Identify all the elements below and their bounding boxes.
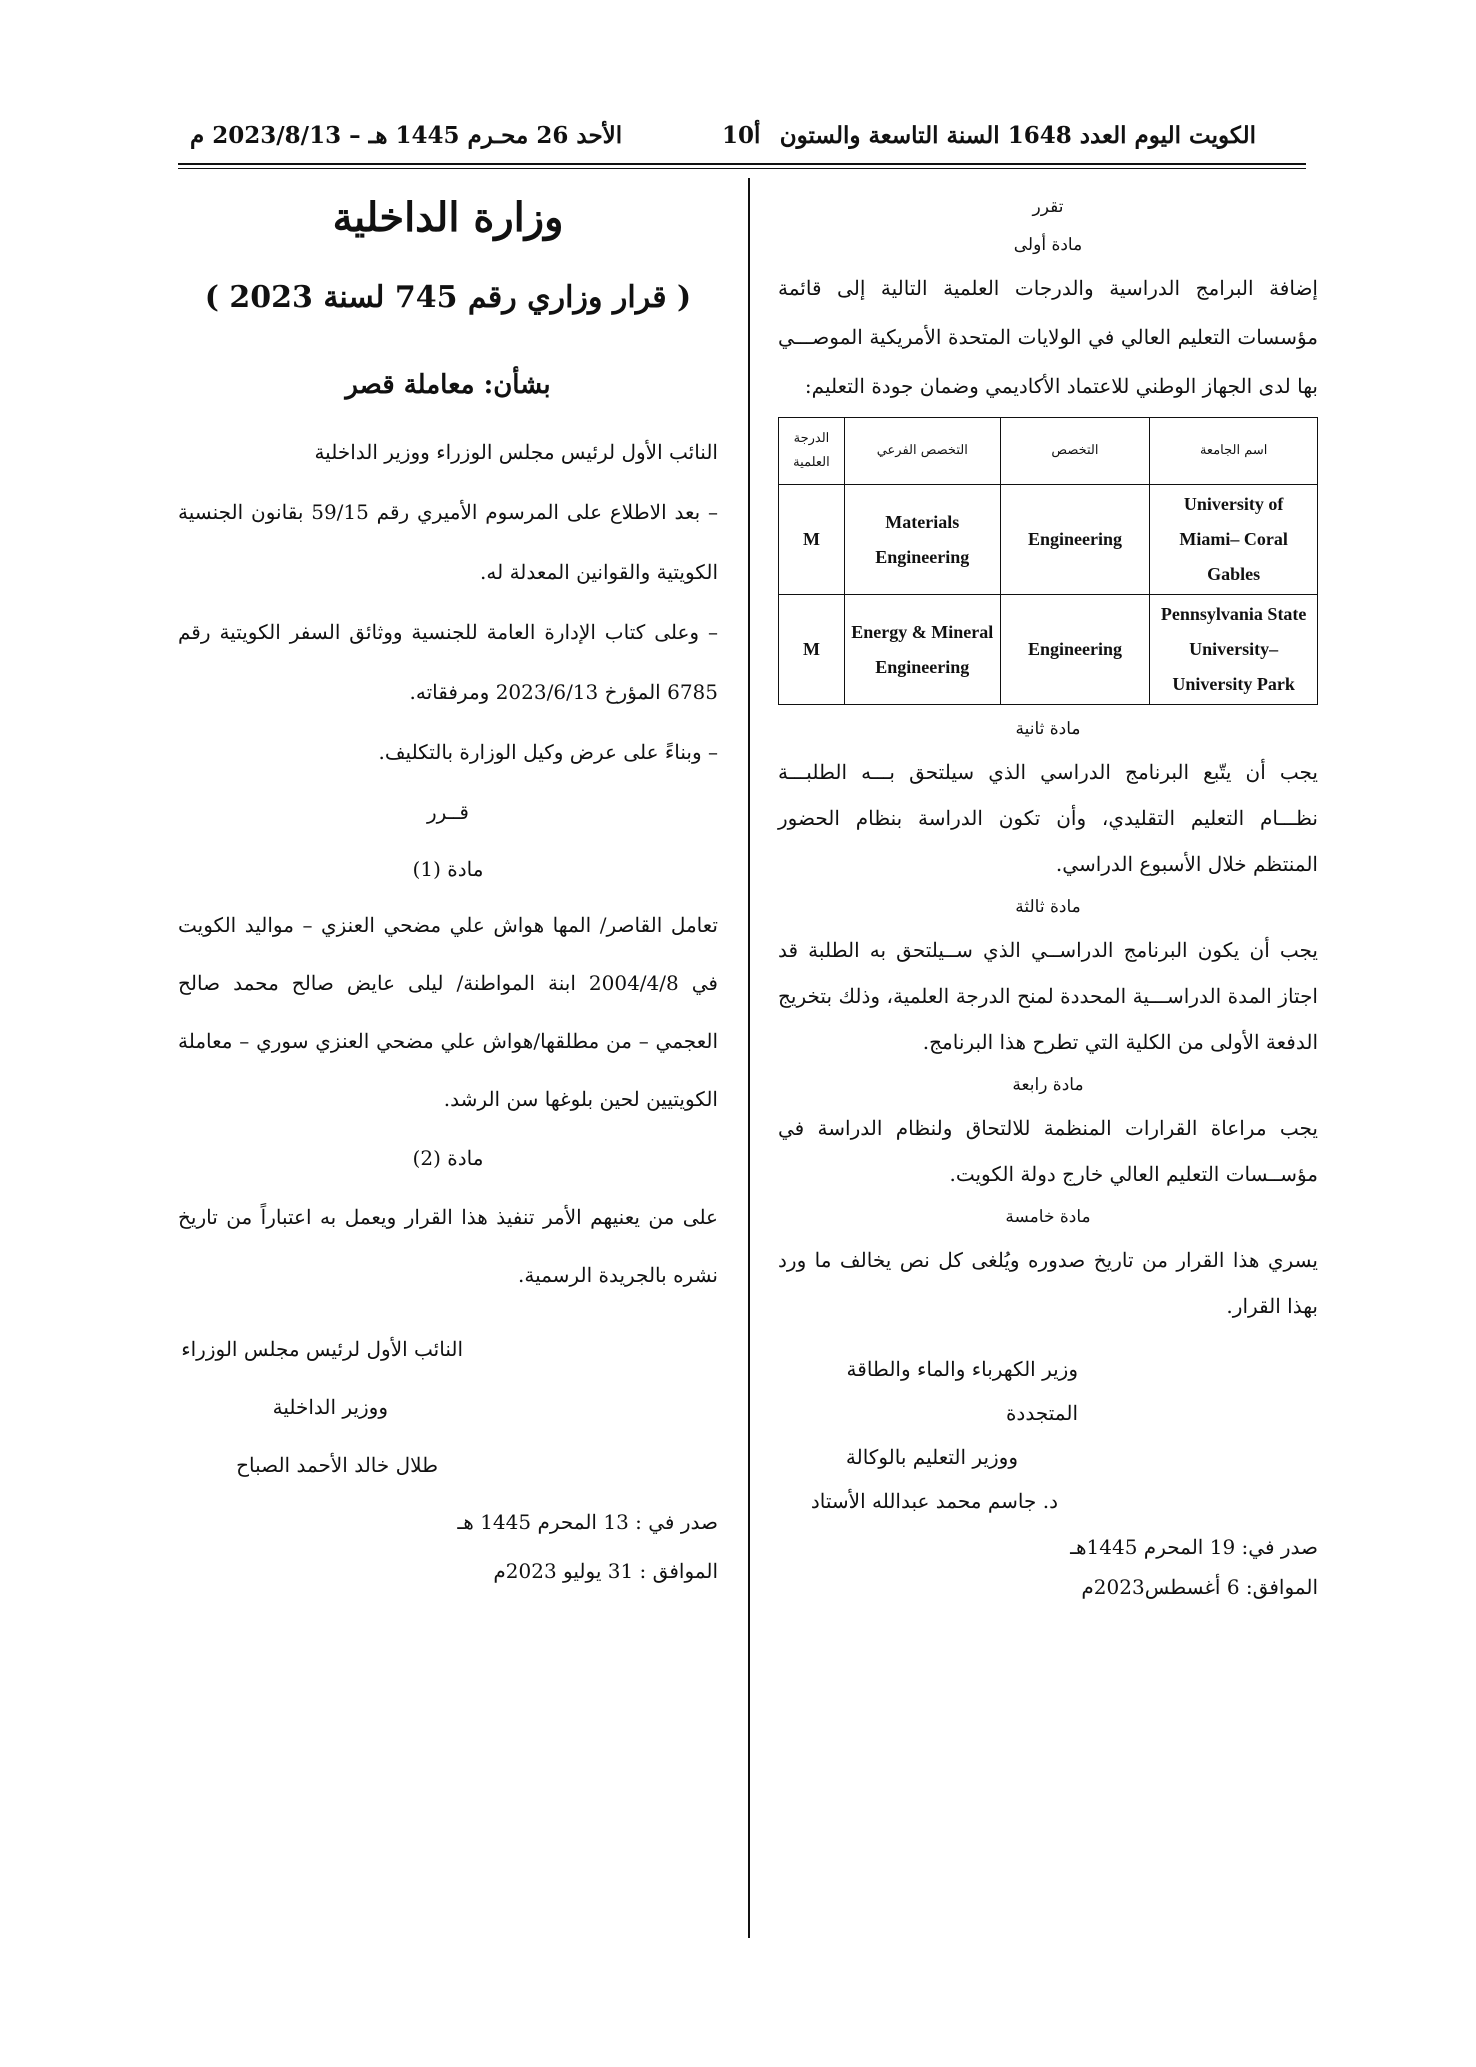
table-row bbox=[779, 485, 1318, 595]
header-date: الأحد 26 محـرم 1445 هـ – 2023/8/13 م bbox=[190, 122, 623, 149]
article-1-title: مادة أولى bbox=[1013, 235, 1083, 255]
decree-word: تقرر bbox=[1032, 197, 1064, 217]
decision-title: ( قرار وزاري رقم 745 لسنة 2023 ) bbox=[204, 280, 692, 315]
decree-word: قــرر bbox=[427, 800, 469, 824]
cell-degree: M bbox=[779, 485, 845, 595]
article-5-title: مادة خامسة bbox=[1005, 1207, 1091, 1227]
article-5-text: يسري هذا القرار من تاريخ صدوره ويُلغى كل نص يخالف ما ورد بهذا القرار. bbox=[778, 1248, 1318, 1318]
signatory-name: د. جاسم محمد عبدالله الأستاد bbox=[810, 1489, 1058, 1513]
degrees-table bbox=[778, 417, 1318, 705]
article-3-title: مادة ثالثة bbox=[1015, 897, 1081, 917]
column-divider bbox=[748, 178, 750, 1938]
cell-university: University of Miami– Coral Gables bbox=[1150, 485, 1318, 595]
header-page-number: 10أ bbox=[722, 122, 761, 149]
cell-sub-major: Materials Engineering bbox=[844, 485, 1000, 595]
article-2-title: مادة ثانية bbox=[1015, 719, 1081, 739]
ministry-title: وزارة الداخلية bbox=[332, 194, 564, 241]
recital-1: – بعد الاطلاع على المرسوم الأميري رقم 59/15 بقانون الجنسية الكويتية والقوانين المعدلة له. bbox=[178, 500, 718, 584]
article-4-title: مادة رابعة bbox=[1012, 1075, 1084, 1095]
col-header-sub-major: التخصص الفرعي bbox=[844, 418, 1000, 485]
signatory-title-2: ووزير التعليم بالوكالة bbox=[845, 1445, 1018, 1469]
recital-2: – وعلى كتاب الإدارة العامة للجنسية ووثائق السفر الكويتية رقم 6785 المؤرخ 2023/6/13 ومرفقاته. bbox=[178, 620, 718, 704]
signatory-title-1: النائب الأول لرئيس مجلس الوزراء bbox=[181, 1337, 463, 1361]
decision-subject: بشأن: معاملة قصر bbox=[345, 370, 551, 400]
article-1-title: مادة (1) bbox=[412, 857, 484, 881]
issued-date: صدر في: 19 المحرم 1445هـ bbox=[1070, 1535, 1318, 1559]
header-rule-thin bbox=[178, 168, 1306, 169]
corresponding-date: الموافق : 31 يوليو 2023م bbox=[493, 1559, 718, 1583]
header-rule bbox=[178, 163, 1306, 165]
header-issue-info: الكويت اليوم العدد 1648 السنة التاسعة والستون bbox=[779, 122, 1256, 149]
recital-3: – وبناءً على عرض وكيل الوزارة بالتكليف. bbox=[378, 740, 718, 764]
article-4-text: يجب مراعاة القرارات المنظمة للالتحاق ولنظام الدراسة في مؤســسات التعليم العالي خارج دولة الكويت. bbox=[778, 1116, 1318, 1186]
table-header-row bbox=[779, 418, 1318, 485]
article-3-text: يجب أن يكون البرنامج الدراســي الذي ســيلتحق به الطلبة قد اجتاز المدة الدراســـية المحددة لمنح الدرجة العلمية، وذلك بتخريج الدفعة الأولى من الكلية التي تطرح هذا البرنامج. bbox=[778, 938, 1318, 1054]
article-1-text: تعامل القاصر/ المها هواش علي مضحي العنزي – مواليد الكويت في 2004/4/8 ابنة المواطنة/ ليلى عايض صالح محمد صالح العجمي – من مطلقها/هواش علي مضحي العنزي سوري – معاملة الكويتيين لحين بلوغها سن الرشد. bbox=[178, 913, 718, 1111]
article-2-text: على من يعنيهم الأمر تنفيذ هذا القرار ويعمل به اعتباراً من تاريخ نشره بالجريدة الرسمية. bbox=[178, 1205, 718, 1287]
article-1-text: إضافة البرامج الدراسية والدرجات العلمية التالية إلى قائمة مؤسسات التعليم العالي في الولايات المتحدة الأمريكية الموصـــي بها لدى الجهاز الوطني للاعتماد الأكاديمي وضمان جودة التعليم: bbox=[778, 276, 1318, 398]
cell-university: Pennsylvania State University– University Park bbox=[1150, 595, 1318, 705]
article-2-title: مادة (2) bbox=[412, 1146, 484, 1170]
article-2-text: يجب أن يتّبع البرنامج الدراسي الذي سيلتحق بـــه الطلبـــة نظـــام التعليم التقليدي، وأن تكون الدراسة بنظام الحضور المنتظم خلال الأسبوع الدراسي. bbox=[778, 760, 1318, 876]
col-header-university: اسم الجامعة bbox=[1150, 418, 1318, 485]
issuer-intro: النائب الأول لرئيس مجلس الوزراء ووزير الداخلية bbox=[314, 440, 718, 464]
corresponding-date: الموافق: 6 أغسطس2023م bbox=[1081, 1575, 1318, 1599]
signatory-title-1: وزير الكهرباء والماء والطاقة المتجددة bbox=[846, 1357, 1078, 1425]
right-column bbox=[778, 188, 1318, 1607]
cell-major: Engineering bbox=[1000, 595, 1150, 705]
col-header-degree: الدرجة العلمية bbox=[779, 418, 845, 485]
signatory-title-2: ووزير الداخلية bbox=[272, 1395, 388, 1419]
signatory-name: طلال خالد الأحمد الصباح bbox=[236, 1453, 438, 1477]
left-column bbox=[178, 188, 718, 1594]
cell-sub-major: Energy & Mineral Engineering bbox=[844, 595, 1000, 705]
cell-major: Engineering bbox=[1000, 485, 1150, 595]
issued-date: صدر في : 13 المحرم 1445 هـ bbox=[457, 1510, 718, 1534]
cell-degree: M bbox=[779, 595, 845, 705]
col-header-major: التخصص bbox=[1000, 418, 1150, 485]
table-row bbox=[779, 595, 1318, 705]
